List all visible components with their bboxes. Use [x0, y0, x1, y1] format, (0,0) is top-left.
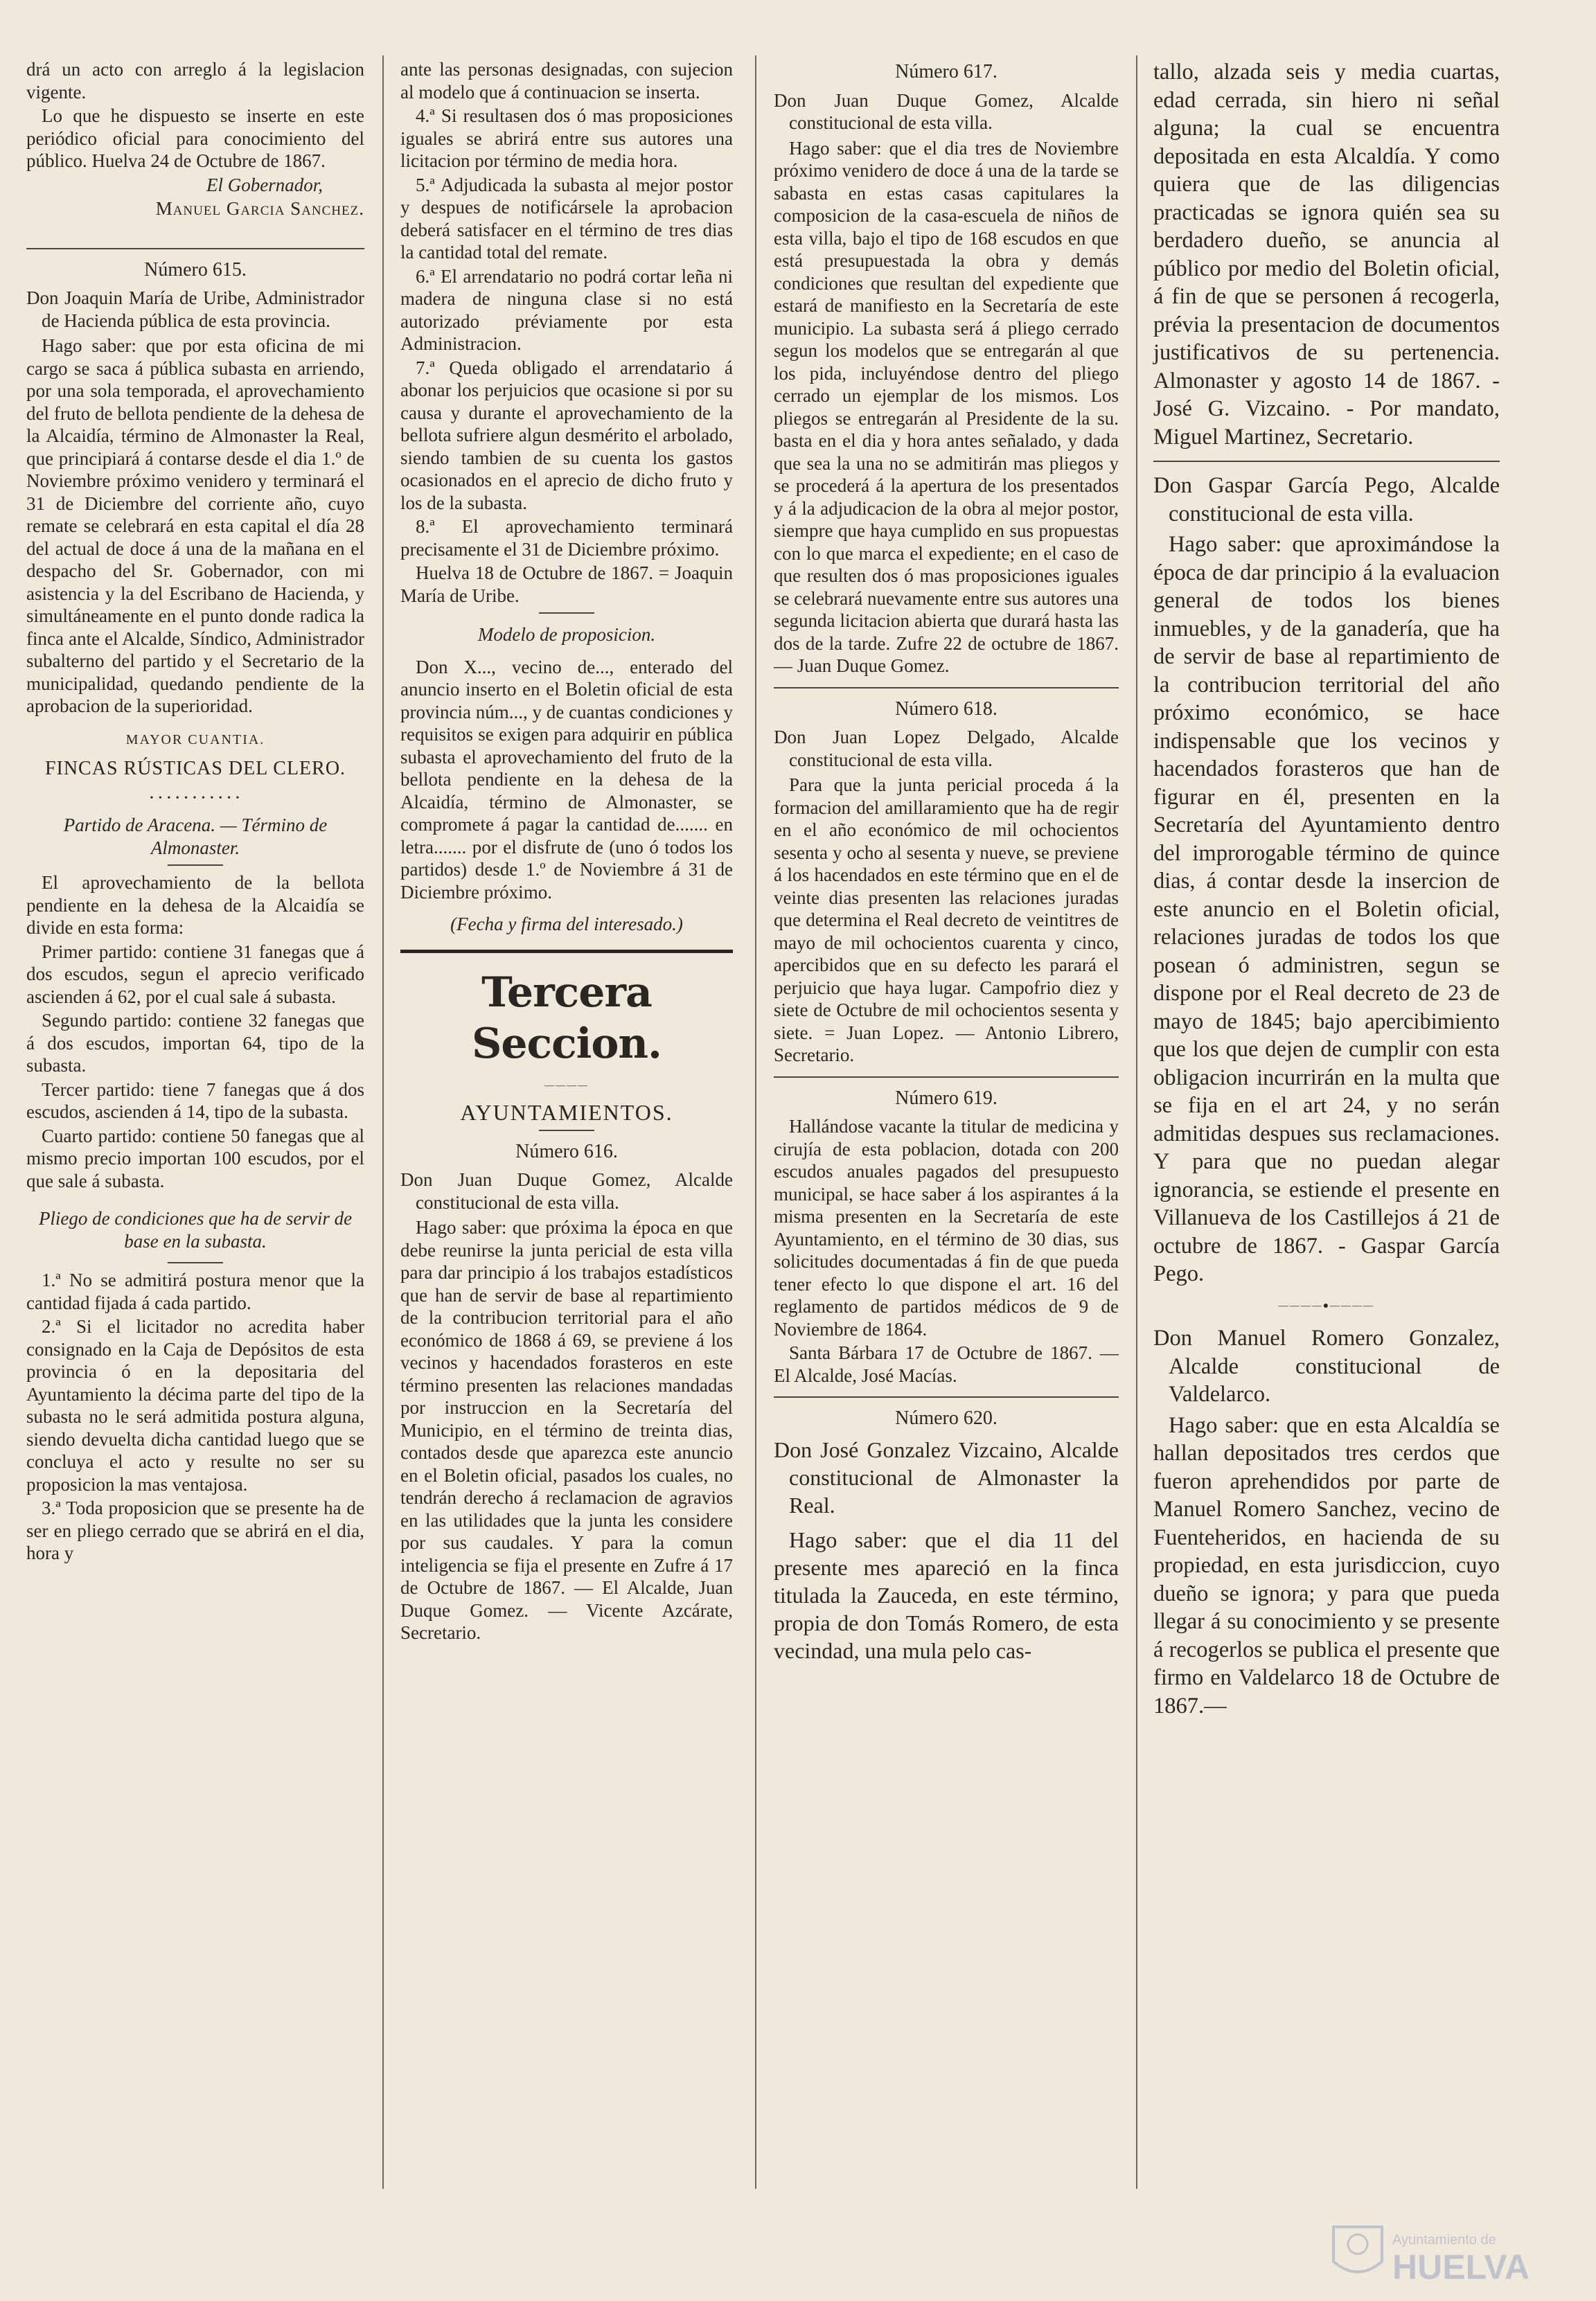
- condition-1: 1.ª No se admitirá postura menor que la cantidad fijada á cada partido.: [26, 1270, 364, 1313]
- paragraph: Hago saber: que aproximándose la época de dar principio á la evaluacion general de todos los bienes inmuebles, y de la ganadería, que ha de servir de base al repartimiento de la contribucion territorial del año próximo económico, se hace indispensable que los vecinos y hacendados forasteros que han de figurar en él, presenten en la Secretaría del Ayuntamiento dentro del improrogable término de quince dias, á contar desde la insercion de este anuncio en el Boletin oficial, relaciones juradas de todos los que posean ó administren, segun se dispone por el Real decreto de 23 de mayo de 1845; bajo apercibimiento que los que dejen de cumplir con esta obligacion incurrirán en la multa que se fija en el art 24, y no serán admitidas despues sus reclamaciones. Y para que no puedan alegar ignorancia, se estiende el presente en Villanueva de los Castillejos á 21 de octubre de 1867. - Gaspar García Pego.: [1153, 532, 1500, 1286]
- paragraph: Hago saber: que próxima la época en que debe reunirse la junta pericial de esta villa para dar principio á los trabajos estadísticos que han de servir de base al repartimiento de la contribucion territorial para el año económico de 1868 á 69, se previene á los vecinos y hacendados forasteros en este término presenten las relaciones mandadas por instruccion en la Secretaría del Municipio, en el término de treinta dias, contados desde que aparezca este anuncio en el Boletin oficial, pasados los cuales, no tendrán derecho á reclamacion de agravios en las utilidades que la junta les considere por sus caudales. Y para la comun inteligencia se fija el presente en Zufre á 17 de Octubre de 1867. — El Alcalde, Juan Duque Gomez. — Vicente Azcárate, Secretario.: [400, 1217, 733, 1643]
- modelo-heading: Modelo de proposicion.: [477, 624, 656, 645]
- paragraph: Hago saber: que el dia tres de Noviembre próximo venidero de doce á una de la tarde se sabasta en estas casas capitulares la composicion de la casa-escuela de niños de esta villa, bajo el tipo de 168 escudos en que está presupuestada la obra y demás condiciones que resultan del expediente que estará de manifiesto en la Secretaría de este municipio. La subasta será á pliego cerrado segun los modelos que se entregarán al que los pida, incluyéndose dentro del pliego cerrado un ejemplar de los mismos. Los pliegos se entregarán al Presidente de la su. basta en el dia y hora antes señalado, y dada que sea la una no se admitirán mas pliegos y se procederá á la apertura de los presentados y á la adjudicacion de la obra al mejor postor, siempre que haya cumplido en sus propuestas con lo que marca el expediente; en el caso de que resulten dos ó mas proposiciones iguales se celebrará nuevamente entre sus autores una segunda licitacion abierta que durará hasta las dos de la tarde. Zufre 22 de octubre de 1867. — Juan Duque Gomez.: [774, 137, 1119, 676]
- notice-header: Don Joaquin María de Uribe, Administrador de Hacienda pública de esta provincia.: [26, 287, 364, 331]
- ornament: ————●————: [1278, 1300, 1375, 1311]
- separator: [400, 950, 733, 953]
- firma-label: (Fecha y firma del interesado.): [450, 914, 683, 934]
- stamp-text-large: HUELVA: [1392, 2248, 1530, 2286]
- ornament: ————: [544, 1080, 589, 1091]
- column-2: [400, 58, 733, 1646]
- date-signature: Huelva 18 de Octubre de 1867. = Joaquin María de Uribe.: [400, 562, 733, 606]
- column-3: [774, 58, 1119, 1666]
- condition-6: 6.ª El arrendatario no podrá cortar leña ni madera de ninguna clase si no está autorizado préviamente por esta Administracion.: [400, 265, 733, 354]
- column-4: [1153, 58, 1500, 1721]
- paragraph: Hago saber: que en esta Alcaldía se hallan depositados tres cerdos que fueron aprehendidos por parte de Manuel Romero Sanchez, vecino de Fuenteheridos, en hacienda de su propiedad, en esta jurisdiccion, cuyo dueño se ignora; y para que pueda llegar á su conocimiento y se presente á recogerlos se publica el presente que firmo en Valdelarco 18 de Octubre de 1867.—: [1153, 1412, 1500, 1718]
- partido-heading: Partido de Aracena. — Término de Almonaster.: [63, 815, 328, 858]
- separator: [26, 248, 364, 249]
- notice-number: Número 619.: [895, 1087, 998, 1109]
- pliego-heading: Pliego de condiciones que ha de servir de base en la subasta.: [38, 1208, 353, 1252]
- condition-3: 3.ª Toda proposicion que se presente ha de ser en pliego cerrado que se abrirá en el dia, hora y: [26, 1498, 364, 1563]
- separator: [774, 687, 1119, 688]
- paragraph: drá un acto con arreglo á la legislacion vigente.: [26, 59, 364, 103]
- section-title: Tercera Seccion.: [472, 968, 662, 1068]
- column-divider: [1136, 55, 1137, 2189]
- separator: [539, 1130, 594, 1131]
- paragraph: Hago saber: que por esta oficina de mi cargo se saca á pública subasta en arriendo, por una sola temporada, el aprovechamiento del fruto de bellota pendiente de la dehesa de la Alcaidía, término de Almonaster la Real, que principiará á contarse desde el dia 1.º de Noviembre próximo venidero y terminará el 31 de Diciembre del corriente año, cuyo remate se celebrará en esta capital el día 28 del actual de doce á una de la mañana en el despacho del Sr. Gobernador, con mi asistencia y la del Escribano de Hacienda, y simultáneamente en el punto donde radica la finca ante el Alcalde, Síndico, Administrador subalterno del partido y el Secretario de la municipalidad, quedando pendiente de la aprobacion de la superioridad.: [26, 335, 364, 716]
- separator: [168, 1262, 223, 1263]
- paragraph: Para que la junta pericial proceda á la formacion del amillaramiento que ha de regir en el año económico de mil ochocientos sesenta y ocho al sesenta y nueve, se previene á los hacendados en este término que en el de veinte dias presenten las relaciones juradas que determina el Real decreto de veintitres de mayo de mil ochocientos cuarenta y cinco, apercibidos que en su defecto les parará el perjuicio que haya lugar. Campofrio diez y siete de Octubre de mil ochocientos sesenta y siete. = Juan Lopez. — Antonio Librero, Secretario.: [774, 774, 1119, 1065]
- notice-number: Número 617.: [895, 61, 998, 82]
- paragraph: Don X..., vecino de..., enterado del anuncio inserto en el Boletin oficial de esta provincia núm..., y de cuantas condiciones y requisitos se exigen para adquirir en pública subasta el aprovechamiento del fruto de la bellota pendiente en la dehesa de la Alcaidía, término de Almonaster, se compromete á pagar la cantidad de....... en letra....... por el disfrute de (uno ó todos los partidos) desde 1.º de Noviembre á 31 de Diciembre próximo.: [400, 656, 733, 903]
- section-subtitle: AYUNTAMIENTOS.: [460, 1100, 673, 1125]
- notice-header: Don José Gonzalez Vizcaino, Alcalde constitucional de Almonaster la Real.: [774, 1437, 1119, 1518]
- paragraph: Tercer partido: tiene 7 fanegas que á dos escudos, ascienden á 14, tipo de la subasta.: [26, 1078, 364, 1122]
- notice-header: Don Juan Duque Gomez, Alcalde constitucional de esta villa.: [774, 89, 1119, 133]
- paragraph: tallo, alzada seis y media cuartas, edad cerrada, sin hiero ni señal alguna; la cual se encuentra depositada en esta Alcaldía. Y como quiera que de las diligencias practicadas se ignora quién sea su berdadero dueño, se anuncia al público por medio del Boletin oficial, á fin de que se personen á recogerla, prévia la presentacion de documentos justificativos de su pertenencia. Almonaster y agosto 14 de 1867. - José G. Vizcaino. - Por mandato, Miguel Martinez, Secretario.: [1153, 60, 1500, 450]
- condition-5: 5.ª Adjudicada la subasta al mejor postor y despues de notificársele la aprobacion deberá satisfacer en el término de tres dias la cantidad total del remate.: [400, 174, 733, 263]
- stamp-text-small: Ayuntamiento de: [1392, 2232, 1496, 2248]
- notice-header: Don Gaspar García Pego, Alcalde constitucional de esta villa.: [1153, 473, 1500, 526]
- signature-name: Manuel Garcia Sanchez.: [155, 198, 364, 219]
- paragraph: Hallándose vacante la titular de medicina y cirujía de esta poblacion, dotada con 200 escudos anuales pagados del presupuesto municipal, se hace saber á los aspirantes á la misma presenten en la Secretaría de este Ayuntamiento, en el término de 30 dias, sus solicitudes documentadas á fin de que pueda tener efecto lo que dispone el art. 16 del reglamento de partidos médicos de 9 de Noviembre de 1864.: [774, 1116, 1119, 1340]
- column-1: [26, 58, 364, 1566]
- paragraph: ante las personas designadas, con sujecion al modelo que á continuacion se inserta.: [400, 59, 733, 103]
- notice-header: Don Juan Lopez Delgado, Alcalde constitucional de esta villa.: [774, 727, 1119, 770]
- separator: [539, 612, 594, 614]
- separator: [774, 1396, 1119, 1398]
- separator: [1153, 461, 1500, 462]
- notice-number: Número 618.: [895, 698, 998, 720]
- separator: [774, 1076, 1119, 1078]
- date-signature: Santa Bárbara 17 de Octubre de 1867. — El Alcalde, José Macías.: [774, 1342, 1119, 1386]
- notice-number: Número 616.: [515, 1140, 618, 1162]
- paragraph: Cuarto partido: contiene 50 fanegas que al mismo precio importan 100 escudos, por el que sale á subasta.: [26, 1125, 364, 1191]
- condition-8: 8.ª El aprovechamiento terminará precisamente el 31 de Diciembre próximo.: [400, 516, 733, 560]
- archive-stamp-logo: [1323, 2213, 1552, 2289]
- section-label: MAYOR CUANTIA.: [125, 731, 265, 747]
- ornament: • • • • • • • • • • •: [150, 792, 241, 803]
- paragraph: Segundo partido: contiene 32 fanegas que á dos escudos, importan 64, tipo de la subasta.: [26, 1010, 364, 1076]
- notice-header: Don Juan Duque Gomez, Alcalde constitucional de esta villa.: [400, 1169, 733, 1213]
- condition-7: 7.ª Queda obligado el arrendatario á abonar los perjuicios que ocasione si por su causa y durante el aprovechamiento de la bellota sufriere algun desmérito el arbolado, siendo tambien de su cuenta los gastos ocasionados en el aprecio de dicho fruto y los de la subasta.: [400, 357, 733, 513]
- notice-number: Número 615.: [144, 258, 247, 281]
- column-divider: [755, 55, 756, 2189]
- signature-role: El Gobernador,: [206, 174, 323, 195]
- crest-icon: [1323, 2213, 1552, 2289]
- paragraph: Primer partido: contiene 31 fanegas que á dos escudos, segun el aprecio verificado ascienden á 62, por el cual sale á subasta.: [26, 941, 364, 1007]
- notice-number: Número 620.: [895, 1407, 998, 1429]
- column-divider: [382, 55, 384, 2189]
- paragraph: Lo que he dispuesto se inserte en este periódico oficial para conocimiento del público. Huelva 24 de Octubre de 1867.: [26, 105, 364, 171]
- section-heading: FINCAS RÚSTICAS DEL CLERO.: [44, 758, 346, 779]
- condition-4: 4.ª Si resultasen dos ó mas proposiciones iguales se abrirá entre sus autores una licitacion por término de media hora.: [400, 105, 733, 171]
- separator: [168, 864, 223, 866]
- paragraph: Hago saber: que el dia 11 del presente mes apareció en la finca titulada la Zauceda, en este término, propia de don Tomás Romero, de esta vecindad, una mula pelo cas-: [774, 1527, 1119, 1663]
- notice-header: Don Manuel Romero Gonzalez, Alcalde constitucional de Valdelarco.: [1153, 1326, 1500, 1407]
- paragraph: El aprovechamiento de la bellota pendiente en la dehesa de la Alcaidía se divide en esta forma:: [26, 872, 364, 938]
- condition-2: 2.ª Si el licitador no acredita haber consignado en la Caja de Depósitos de esta provincia ó en la depositaria del Ayuntamiento la décima parte del tipo de la subasta no le será admitida postura alguna, siendo devuelta dicha cantidad luego que se concluya el acto y resulte no ser su proposicion la mas ventajosa.: [26, 1316, 364, 1495]
